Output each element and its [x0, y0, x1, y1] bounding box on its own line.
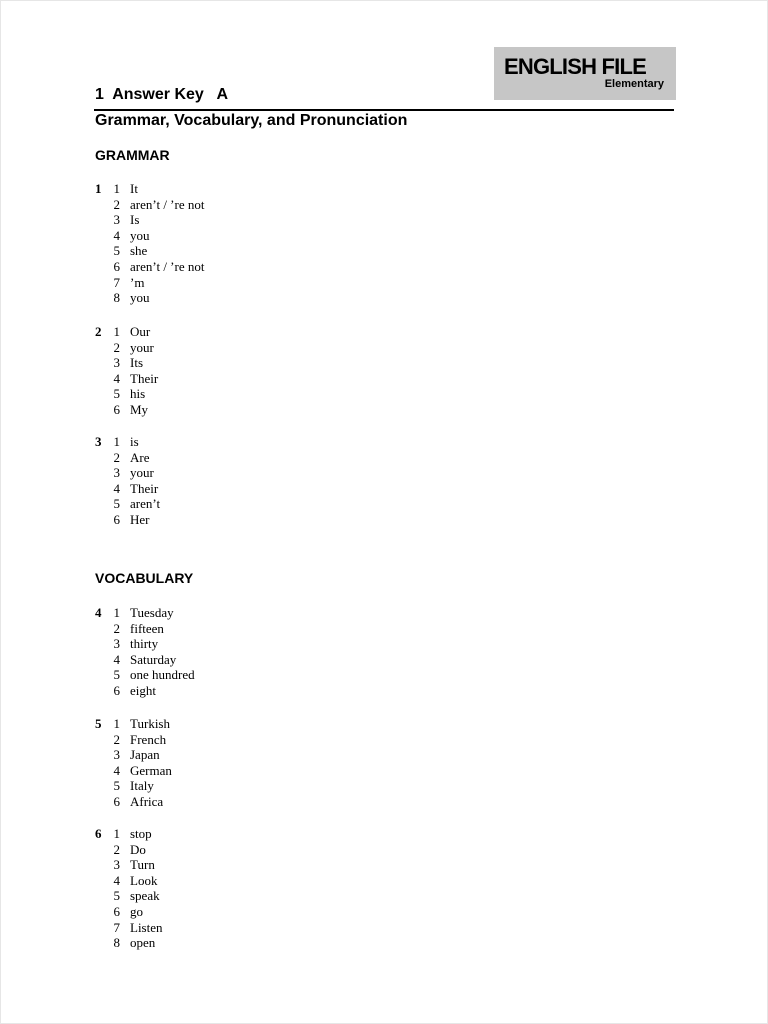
answer-text: eight [130, 683, 156, 698]
answer-number: 6 [113, 512, 120, 527]
answer-number: 1 [113, 181, 120, 196]
answer-text: Look [130, 872, 158, 888]
exercise-number: 5 [95, 716, 102, 731]
answer-number: 5 [113, 496, 120, 512]
answer-text: It [130, 181, 138, 196]
answer-number: 8 [113, 290, 120, 306]
answer-number: 6 [113, 259, 120, 274]
exercise-number: 2 [95, 324, 102, 339]
answer-number: 7 [113, 919, 120, 935]
answer-text: My [130, 402, 149, 417]
answer-number: 1 [113, 716, 120, 731]
answer-text: is [130, 434, 139, 449]
answer-number: 4 [113, 480, 120, 496]
answer-number: 1 [113, 324, 120, 339]
title-divider [94, 109, 674, 111]
answer-number: 3 [113, 747, 120, 763]
answer-number: 3 [113, 857, 120, 873]
answer-text: Do [130, 841, 146, 857]
answer-number: 6 [113, 683, 120, 698]
exercise-number: 6 [95, 826, 102, 841]
answer-number: 5 [113, 386, 120, 402]
answer-number: 4 [113, 227, 120, 243]
page-subtitle: Grammar, Vocabulary, and Pronunciation [95, 112, 408, 129]
answer-key-title: 1 Answer Key A [95, 86, 229, 103]
answer-number: 1 [113, 826, 120, 841]
answer-number: 2 [113, 620, 120, 636]
answer-number: 5 [113, 243, 120, 259]
answer-text: Is [130, 212, 140, 228]
answer-number: 1 [113, 605, 120, 620]
answer-text: ’m [130, 274, 145, 290]
answer-number: 8 [113, 935, 120, 951]
answer-number: 4 [113, 762, 120, 778]
answer-text: Their [130, 370, 159, 386]
answer-number: 2 [113, 731, 120, 747]
logo-title: ENGLISH FILE [504, 54, 646, 79]
answer-number: 5 [113, 778, 120, 794]
answer-text: you [130, 290, 150, 306]
answer-text: aren’t / ’re not [130, 196, 205, 212]
answer-text: stop [130, 826, 152, 841]
answer-text: Italy [130, 778, 154, 794]
answer-number: 2 [113, 449, 120, 465]
answer-text: Listen [130, 919, 163, 935]
answer-text: German [130, 762, 172, 778]
answer-text: Turn [130, 857, 155, 873]
answer-text: open [130, 935, 156, 951]
answer-number: 2 [113, 339, 120, 355]
answer-number: 4 [113, 651, 120, 667]
answer-text: Saturday [130, 651, 177, 667]
answer-number: 3 [113, 465, 120, 481]
section-heading-vocabulary: VOCABULARY [95, 570, 194, 586]
answer-number: 5 [113, 667, 120, 683]
answer-number: 7 [113, 274, 120, 290]
answer-number: 6 [113, 794, 120, 809]
answer-text: one hundred [130, 667, 195, 683]
answer-text: Her [130, 512, 150, 527]
answer-number: 6 [113, 402, 120, 417]
answer-text: French [130, 731, 167, 747]
english-file-logo [494, 47, 676, 100]
answer-text: she [130, 243, 148, 259]
answer-number: 3 [113, 636, 120, 652]
answer-number: 3 [113, 212, 120, 228]
answer-text: speak [130, 888, 160, 904]
exercise-number: 4 [95, 605, 102, 620]
answer-text: Japan [130, 747, 160, 763]
answer-number: 4 [113, 370, 120, 386]
answer-text: his [130, 386, 146, 402]
answer-number: 6 [113, 904, 120, 919]
answer-text: your [130, 339, 154, 355]
answer-text: your [130, 465, 154, 481]
answer-number: 1 [113, 434, 120, 449]
answer-text: Are [130, 449, 150, 465]
answer-text: Their [130, 480, 159, 496]
answer-text: Africa [130, 794, 164, 809]
exercise-number: 1 [95, 181, 102, 196]
answer-text: Our [130, 324, 151, 339]
exercise-number: 3 [95, 434, 102, 449]
answer-number: 2 [113, 841, 120, 857]
answer-number: 5 [113, 888, 120, 904]
answer-text: aren’t / ’re not [130, 259, 205, 274]
answer-text: go [130, 904, 143, 919]
answer-text: Tuesday [130, 605, 174, 620]
answer-text: Its [130, 355, 143, 371]
answer-text: thirty [130, 636, 159, 652]
answer-text: aren’t [130, 496, 161, 512]
section-heading-grammar: GRAMMAR [95, 147, 170, 163]
answer-text: Turkish [130, 716, 170, 731]
answer-text: you [130, 227, 150, 243]
logo-subtitle: Elementary [604, 78, 664, 90]
answer-number: 4 [113, 872, 120, 888]
answer-number: 3 [113, 355, 120, 371]
answer-text: fifteen [130, 620, 164, 636]
answer-number: 2 [113, 196, 120, 212]
